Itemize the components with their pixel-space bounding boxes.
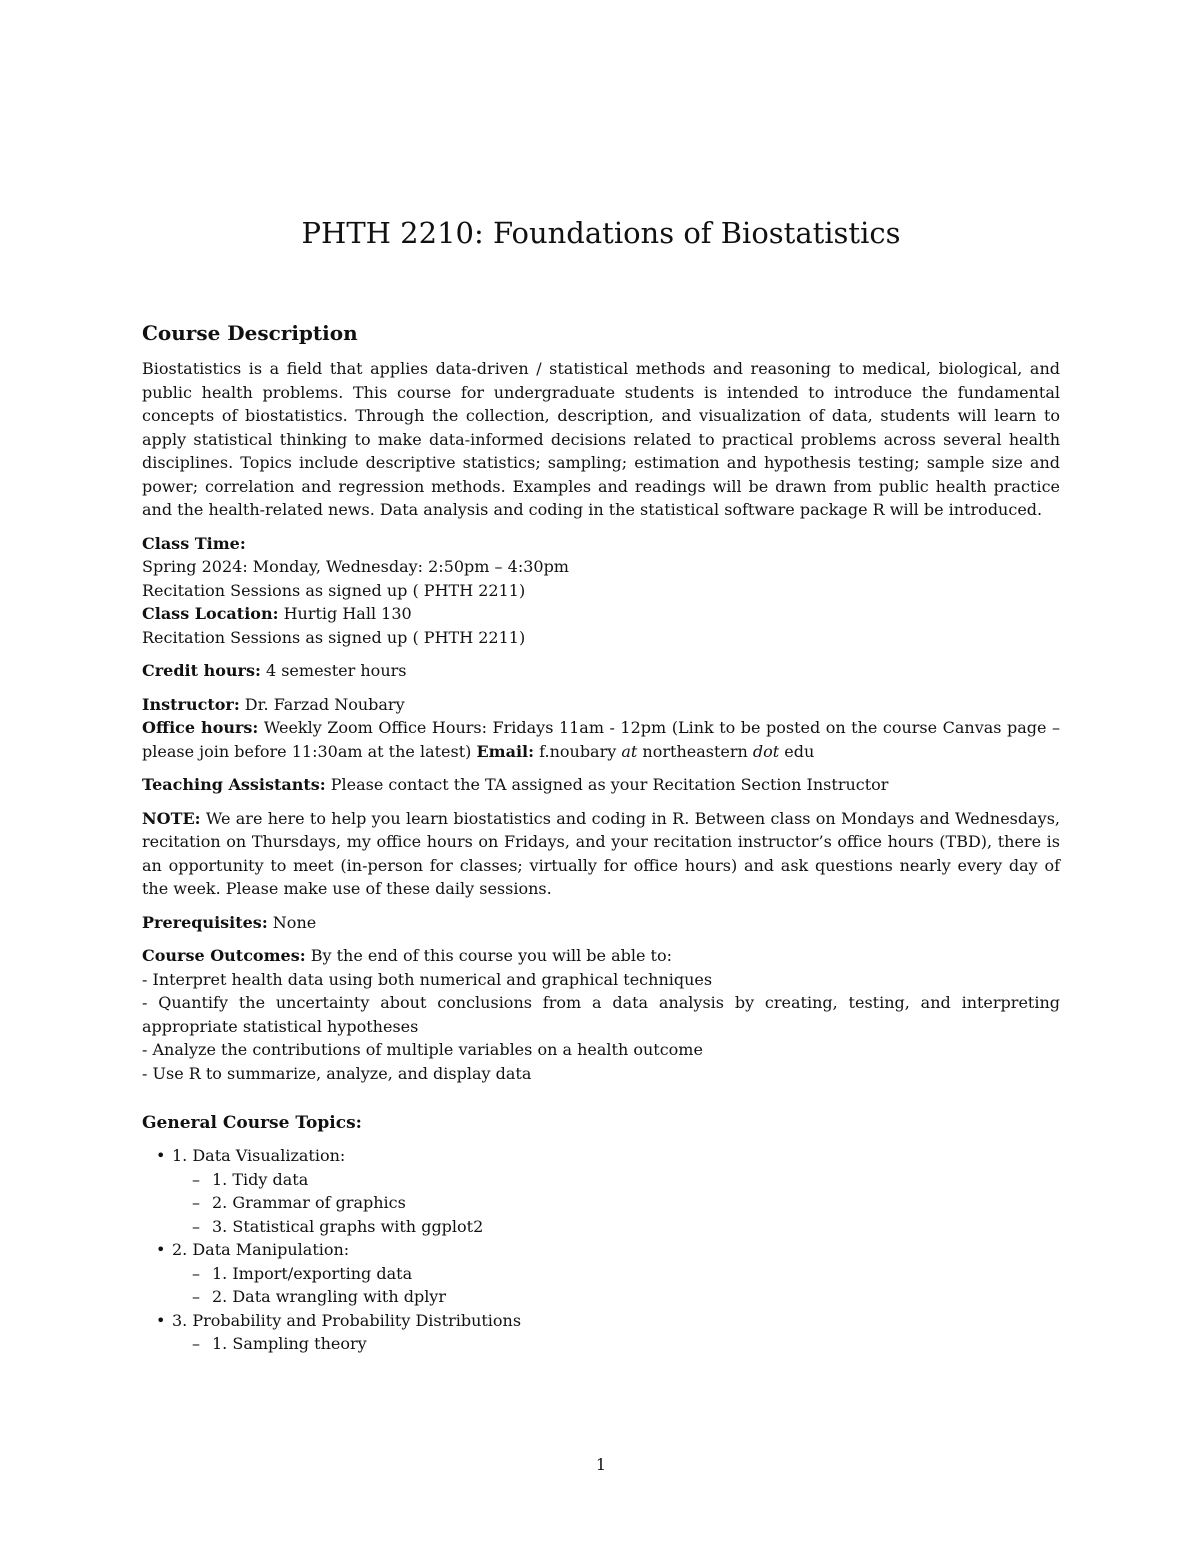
subtopic-item: – 3. Statistical graphs with ggplot2 <box>212 1215 1060 1239</box>
email-label: Email: <box>476 741 535 761</box>
subtopic-list <box>172 1332 1060 1356</box>
subtopic-list <box>172 1262 1060 1309</box>
instructor-label: Instructor: <box>142 694 240 714</box>
subtopic-item: – 1. Import/exporting data <box>212 1262 1060 1286</box>
class-time-label-line <box>142 532 1060 556</box>
instructor-block <box>142 693 1060 764</box>
subtopic-list <box>172 1168 1060 1239</box>
email-dot: dot <box>752 741 780 761</box>
page-number: 1 <box>595 1455 607 1474</box>
topic-label: 1. Data Visualization: <box>172 1146 346 1165</box>
subtopic-item: – 1. Sampling theory <box>212 1332 1060 1356</box>
note-label: NOTE: <box>142 808 201 828</box>
course-outcomes-label: Course Outcomes: <box>142 946 306 965</box>
email-part2: northeastern <box>637 741 753 761</box>
topic-label: 3. Probability and Probability Distributions <box>172 1310 522 1330</box>
subtopic-item: – 2. Grammar of graphics <box>212 1191 1060 1215</box>
topics-list <box>142 1144 1060 1356</box>
general-topics-heading: General Course Topics: <box>142 1113 362 1133</box>
prerequisites-block <box>142 911 1060 935</box>
topic-item <box>172 1144 1060 1238</box>
course-outcomes-intro: By the end of this course you will be able to: <box>305 946 672 965</box>
office-hours-label: Office hours: <box>142 718 259 737</box>
office-hours-line <box>142 716 1060 763</box>
subtopic-item: – 1. Tidy data <box>212 1168 1060 1192</box>
document-body <box>142 318 1060 1356</box>
office-hours-value: Weekly Zoom Office Hours: Fridays 11am - 12pm (Link to be posted on the course Canvas page – please join before 11:30am at the latest) <box>142 718 1060 761</box>
class-location-line2: Recitation Sessions as signed up ( PHTH 2211) <box>142 627 526 647</box>
credit-hours-block <box>142 659 1060 683</box>
course-outcome-item: - Quantify the uncertainty about conclusions from a data analysis by creating, testing, and interpreting appropriate statistical hypotheses <box>142 993 1060 1036</box>
topic-item <box>172 1309 1060 1356</box>
credit-hours-label: Credit hours: <box>142 661 261 680</box>
document-title: PHTH 2210: Foundations of Biostatistics <box>301 216 901 250</box>
course-description-heading: Course Description <box>142 321 358 345</box>
course-outcome-item: - Analyze the contributions of multiple variables on a health outcome <box>142 1040 703 1059</box>
class-info-block <box>142 532 1060 650</box>
email-part3: edu <box>779 741 815 761</box>
teaching-assistants-label: Teaching Assistants: <box>142 775 326 794</box>
note-value: We are here to help you learn biostatistics and coding in R. Between class on Mondays and Wednesdays, recitation on Thursdays, my office hours on Fridays, and your recitation instructor’s office hours (TBD), there is an opportunity to meet (in-person for classes; virtually for office hours) and ask questions nearly every day of the week. Please make use of these daily sessions. <box>142 808 1060 898</box>
topic-label: 2. Data Manipulation: <box>172 1240 350 1259</box>
teaching-assistants-value: Please contact the TA assigned as your Recitation Section Instructor <box>325 775 889 794</box>
instructor-value: Dr. Farzad Noubary <box>239 694 405 714</box>
class-location-value: Hurtig Hall 130 <box>278 604 412 623</box>
credit-hours-value: 4 semester hours <box>260 661 407 680</box>
class-time-label: Class Time: <box>142 533 246 553</box>
course-outcome-item: - Use R to summarize, analyze, and display data <box>142 1063 532 1083</box>
note-block <box>142 807 1060 901</box>
class-location-label: Class Location: <box>142 604 279 623</box>
topic-item <box>172 1238 1060 1309</box>
course-outcome-item: - Interpret health data using both numerical and graphical techniques <box>142 969 713 989</box>
email-part1: f.noubary <box>534 741 622 761</box>
email-at: at <box>621 741 638 761</box>
prerequisites-label: Prerequisites: <box>142 912 268 932</box>
subtopic-item: – 2. Data wrangling with dplyr <box>212 1285 1060 1309</box>
prerequisites-value: None <box>267 912 317 932</box>
teaching-assistants-block <box>142 773 1060 797</box>
class-time-line2: Recitation Sessions as signed up ( PHTH 2211) <box>142 580 526 600</box>
class-time-line1: Spring 2024: Monday, Wednesday: 2:50pm – 4:30pm <box>142 557 569 576</box>
course-outcomes-block <box>142 944 1060 1085</box>
course-description-text: Biostatistics is a field that applies data-driven / statistical methods and reasoning to medical, biological, and public health problems. This course for undergraduate students is intended to introduce the fundamental concepts of biostatistics. Through the collection, description, and visualization of data, students will learn to apply statistical thinking to make data-informed decisions related to practical problems across several health disciplines. Topics include descriptive statistics; sampling; estimation and hypothesis testing; sample size and power; correlation and regression methods. Examples and readings will be drawn from public health practice and the health-related news. Data analysis and coding in the statistical software package R will be introduced. <box>142 359 1060 519</box>
class-location-line <box>142 602 1060 626</box>
